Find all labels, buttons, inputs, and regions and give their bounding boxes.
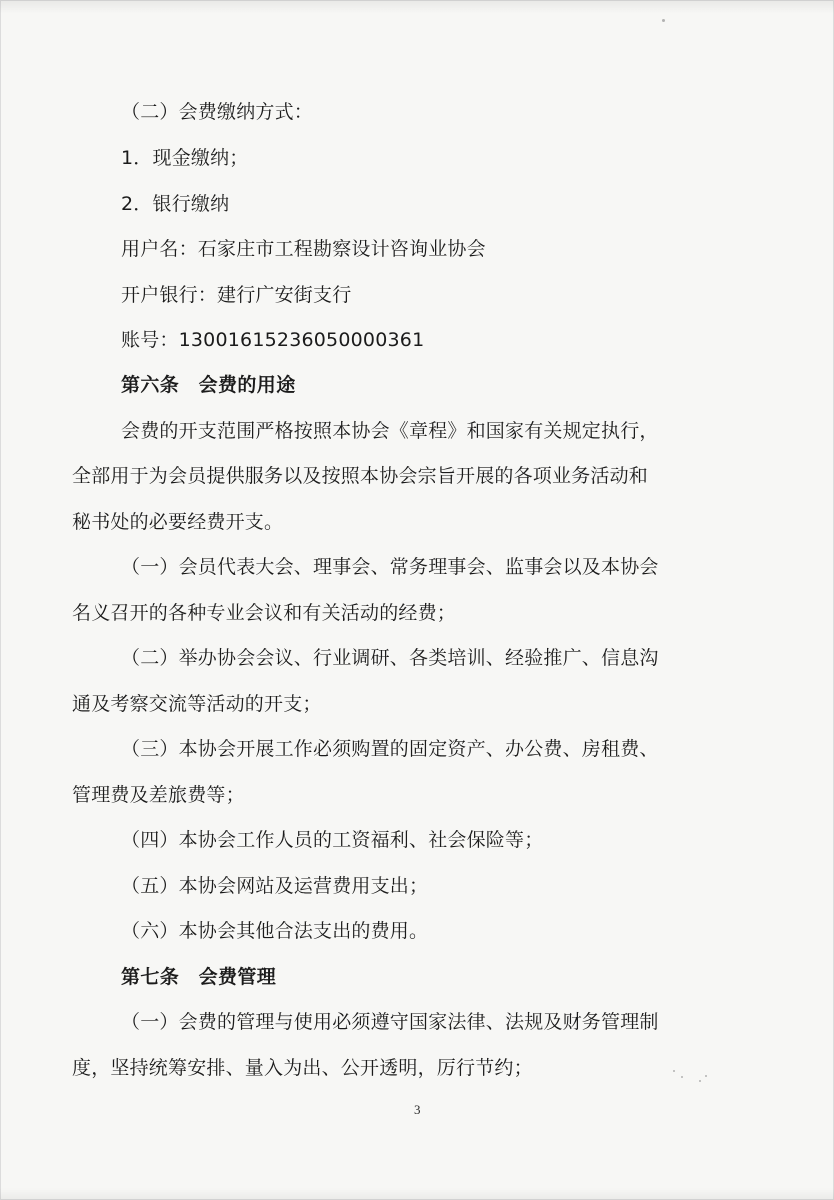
page-bottom-shadow [0,1188,834,1200]
line-13: （二）举办协会会议、行业调研、各类培训、经验推广、信息沟 [121,647,659,669]
line-3: 2．银行缴纳 [121,193,230,215]
line-4: 用户名：石家庄市工程勘察设计咨询业协会 [121,238,486,260]
line-5: 开户银行：建行广安街支行 [121,284,352,306]
line-19: （六）本协会其他合法支出的费用。 [121,920,429,942]
page-number: 3 [414,1102,421,1117]
scan-speck [662,19,665,22]
line-15: （三）本协会开展工作必须购置的固定资产、办公费、房租费、 [121,738,659,760]
line-22: 度，坚持统筹安排、量入为出、公开透明，厉行节约； [72,1057,533,1079]
section-heading-six: 第六条 会费的用途 [121,374,296,396]
scan-speck [705,1075,707,1077]
line-1: （二）会费缴纳方式： [121,101,314,123]
line-11: （一）会员代表大会、理事会、常务理事会、监事会以及本协会 [121,556,659,578]
line-17: （四）本协会工作人员的工资福利、社会保险等； [121,829,544,851]
scan-speck [681,1076,683,1078]
line-8: 会费的开支范围严格按照本协会《章程》和国家有关规定执行， [121,420,659,442]
line-21: （一）会费的管理与使用必须遵守国家法律、法规及财务管理制 [121,1011,659,1033]
page-top-shadow [0,0,834,14]
line-6: 账号：13001615236050000361 [121,329,425,351]
line-18: （五）本协会网站及运营费用支出； [121,875,429,897]
line-12: 名义召开的各种专业会议和有关活动的经费； [72,602,457,624]
line-9: 全部用于为会员提供服务以及按照本协会宗旨开展的各项业务活动和 [72,465,649,487]
line-14: 通及考察交流等活动的开支； [72,693,322,715]
line-16: 管理费及差旅费等； [72,784,245,806]
scan-speck [699,1080,701,1082]
section-heading-seven: 第七条 会费管理 [121,966,277,988]
line-10: 秘书处的必要经费开支。 [72,511,284,533]
scan-speck [673,1070,675,1072]
line-2: 1．现金缴纳； [121,147,249,169]
